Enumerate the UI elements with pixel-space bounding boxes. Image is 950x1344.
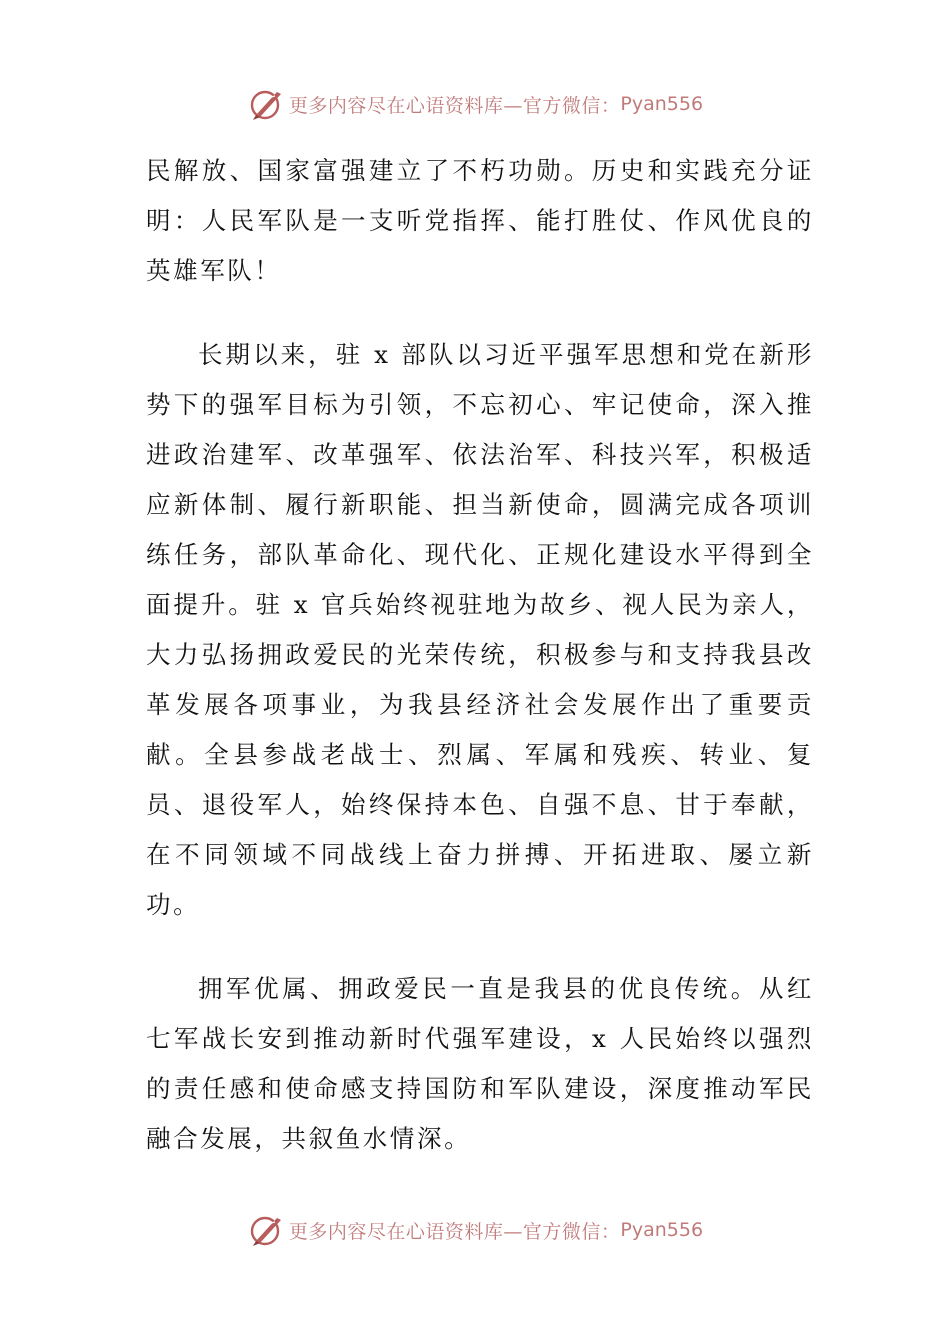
footer-text: 更多内容尽在心语资料库—官方微信：: [288, 1220, 621, 1243]
paragraph-3: 拥军优属、拥政爱民一直是我县的优良传统。从红七军战长安到推动新时代强军建设，x 人民始终以强烈的责任感和使命感支持国防和军队建设，深度推动军民融合发展，共叙鱼水情深。: [146, 974, 814, 1153]
paragraph-gap: [146, 296, 814, 330]
footer-banner: [0, 1210, 950, 1250]
footer-wechat-id: Pyan556: [620, 1219, 704, 1241]
paragraph-2: 长期以来，驻 x 部队以习近平强军思想和党在新形势下的强军目标为引领，不忘初心、牢记使命，深入推进政治建军、改革强军、依法治军、科技兴军，积极适应新体制、履行新职能、担当新使命，圆满完成各项训练任务，部队革命化、现代化、正规化建设水平得到全面提升。驻 x 官兵始终视驻地为故乡、视人民为亲人，大力弘扬拥政爱民的光荣传统，积极参与和支持我县改革发展各项事业，为我县经济社会发展作出了重要贡献。全县参战老战士、烈属、军属和残疾、转业、复员、退役军人，始终保持本色、自强不息、甘于奉献，在不同领域不同战线上奋力拼搏、开拓进取、屡立新功。: [146, 340, 814, 919]
pen-logo-icon: [247, 84, 287, 124]
document-body: [146, 146, 814, 1164]
paragraph-1: 民解放、国家富强建立了不朽功勋。历史和实践充分证明：人民军队是一支听党指挥、能打胜仗、作风优良的英雄军队！: [146, 156, 814, 285]
pen-logo-icon: [247, 1210, 287, 1250]
paragraph-gap: [146, 930, 814, 964]
header-wechat-id: Pyan556: [620, 93, 704, 115]
header-banner: [0, 84, 950, 124]
header-text: 更多内容尽在心语资料库—官方微信：: [288, 94, 621, 117]
